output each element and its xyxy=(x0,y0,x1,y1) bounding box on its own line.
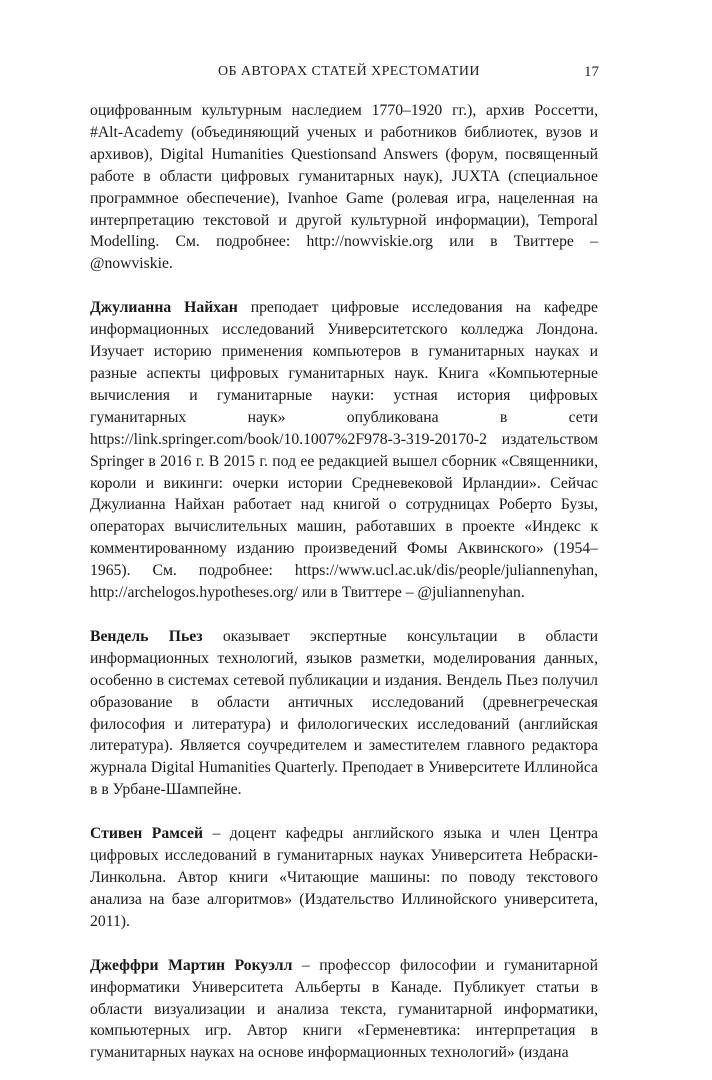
author-name: Джулианна Найхан xyxy=(90,299,238,317)
body-text xyxy=(90,100,598,1064)
author-name: Джеффри Мартин Рокуэлл xyxy=(90,956,293,974)
paragraph-text: – профессор философии и гуманитарной информатики Университета Альберты в Канаде. Публикует статьи в области визуализации и анализа текста, гуманитарной информатики, компьютерных игр. Автор книги «Герменевтика: интерпретация в гуманитарных науках на основе информационных технологий» (издана xyxy=(90,956,598,1062)
paragraph-piez xyxy=(90,626,598,801)
paragraph-nowviskie-continued xyxy=(90,100,598,275)
author-name: Вендель Пьез xyxy=(90,627,203,645)
paragraph-text: оказывает экспертные консультации в области информационных технологий, языков разметки, моделирования данных, особенно в системах сетевой публикации и издания. Вендель Пьез получил образование в области античных исследований (древнегреческая философия и литература) и филологических исследований (английская литература). Является соучредителем и заместителем главного редактора журнала Digital Humanities Quarterly. Преподает в Университете Иллинойса в в Урбане-Шампейне. xyxy=(90,627,598,799)
paragraph-text: оцифрованным культурным наследием 1770–1920 гг.), архив Россетти, #Alt-Academy (объединяющий ученых и работников библиотек, вузов и архивов), Digital Humanities Questionsand Answers (форум, посвященный работе в области цифровых гуманитарных наук), JUXTA (специальное программное обеспечение), Ivanhoe Game (ролевая игра, нацеленная на интерпретацию текстовой и другой культурной информации), Temporal Modelling. См. подробнее: http://nowviskie.org или в Твиттере – @nowviskie. xyxy=(90,102,598,273)
author-name: Стивен Рамсей xyxy=(90,825,204,843)
running-title: ОБ АВТОРАХ СТАТЕЙ ХРЕСТОМАТИИ xyxy=(218,64,480,79)
page-number: 17 xyxy=(584,64,599,80)
paragraph-ramsay xyxy=(90,823,598,933)
paragraph-rockwell xyxy=(90,955,598,1065)
paragraph-text: преподает цифровые исследования на кафедре информационных исследований Университетского колледжа Лондона. Изучает историю применения компьютеров в гуманитарных науках и разные аспекты цифровых гуманитарных наук. Книга «Компьютерные вычисления и гуманитарные науки: устная история цифровых гуманитарных наук» опубликована в сети https://link.springer.com/book/10.1007%2F978-3-319-20170-2 издательством Springer в 2016 г. В 2015 г. под ее редакцией вышел сборник «Священники, короли и викинги: очерки истории Средневековой Ирландии». Сейчас Джулианна Найхан работает над книгой о сотрудницах Роберто Бузы, операторах вычислительных машин, работавших в проекте «Индекс к комментированному изданию произведений Фомы Аквинского» (1954–1965). См. подробнее: https://www.ucl.ac.uk/dis/people/juliannenyhan, http://archelogos.hypotheses.org/ или в Твиттере – @juliannenyhan. xyxy=(90,299,598,602)
paragraph-text: – доцент кафедры английского языка и член Центра цифровых исследований в гуманитарных науках Университета Небраски-Линкольна. Автор книги «Читающие машины: по поводу текстового анализа на базе алгоритмов» (Издательство Иллинойского университета, 2011). xyxy=(90,825,599,930)
paragraph-nyhan xyxy=(90,297,598,604)
